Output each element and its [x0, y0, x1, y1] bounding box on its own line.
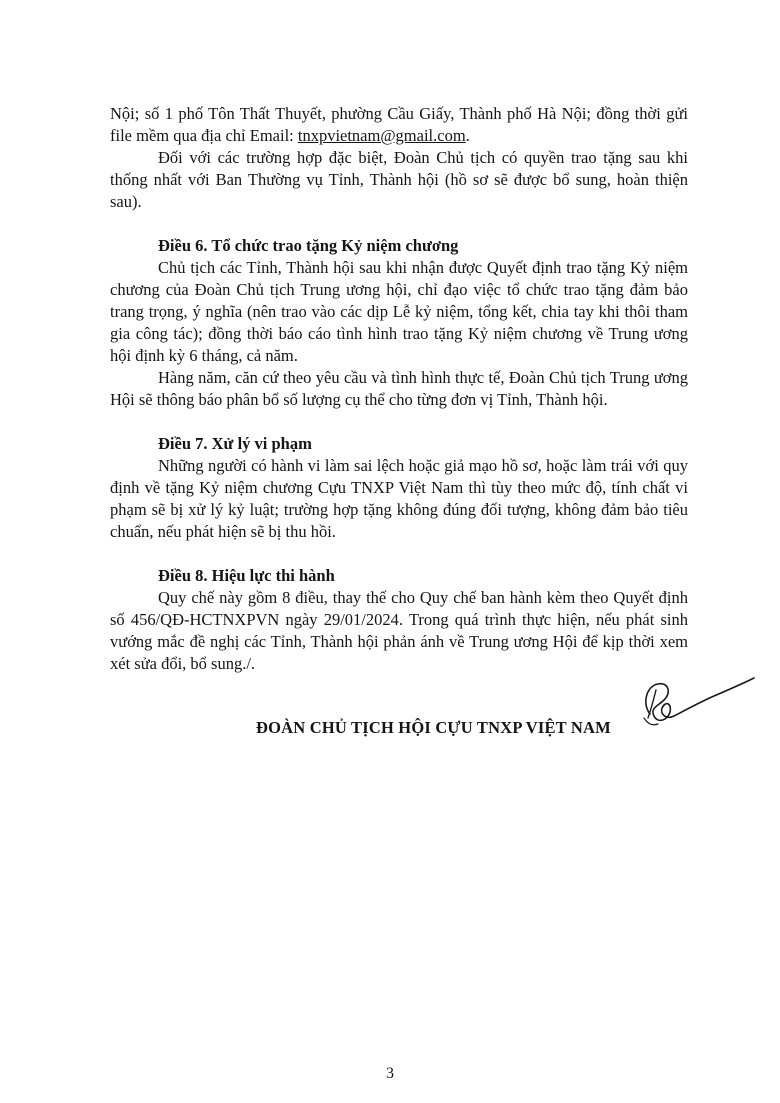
handwritten-signature — [636, 674, 760, 738]
article-7 — [110, 433, 688, 543]
article-6-paragraph-2: Hàng năm, căn cứ theo yêu cầu và tình hình thực tế, Đoàn Chủ tịch Trung ương Hội sẽ thông báo phân bổ số lượng cụ thể cho từng đơn vị Tỉnh, Thành hội. — [110, 368, 688, 409]
article-8 — [110, 565, 688, 675]
email-address: tnxpvietnam@gmail.com — [297, 126, 466, 145]
article-8-heading: Điều 8. Hiệu lực thi hành — [158, 566, 335, 585]
article-6 — [110, 235, 688, 411]
address-text-end: . — [465, 126, 470, 145]
article-7-paragraph-1: Những người có hành vi làm sai lệch hoặc giả mạo hồ sơ, hoặc làm trái với quy định về tặng Kỷ niệm chương Cựu TNXP Việt Nam thì tùy theo mức độ, tính chất vi phạm sẽ bị xử lý kỷ luật; trường hợp tặng không đúng đối tượng, không đảm bảo tiêu chuẩn, nếu phát hiện sẽ bị thu hồi. — [110, 456, 688, 541]
document-body — [110, 103, 688, 675]
address-text: Nội; số 1 phố Tôn Thất Thuyết, phường Cầu Giấy, Thành phố Hà Nội; đồng thời gửi file mềm qua địa chỉ Email: — [110, 104, 688, 145]
page-number: 3 — [386, 1065, 394, 1082]
article-6-paragraph-1: Chủ tịch các Tỉnh, Thành hội sau khi nhận được Quyết định trao tặng Kỷ niệm chương của Đoàn Chủ tịch Trung ương hội, chỉ đạo việc tổ chức trao tặng đảm bảo trang trọng, ý nghĩa (nên trao vào các dịp Lễ kỷ niệm, tổng kết, chia tay khi thôi tham gia công tác); đồng thời báo cáo tình hình trao tặng Kỷ niệm chương về Trung ương hội định kỳ 6 tháng, cả năm. — [110, 258, 688, 365]
special-cases-paragraph: Đối với các trường hợp đặc biệt, Đoàn Chủ tịch có quyền trao tặng sau khi thống nhất với Ban Thường vụ Tỉnh, Thành hội (hồ sơ sẽ được bổ sung, hoàn thiện sau). — [110, 148, 688, 211]
signer-title: ĐOÀN CHỦ TỊCH HỘI CỰU TNXP VIỆT NAM — [256, 718, 611, 737]
article-7-heading: Điều 7. Xử lý vi phạm — [158, 434, 312, 453]
opening-address-paragraph — [110, 103, 688, 147]
article-8-paragraph-1: Quy chế này gồm 8 điều, thay thế cho Quy chế ban hành kèm theo Quyết định số 456/QĐ-HCTNXPVN ngày 29/01/2024. Trong quá trình thực hiện, nếu phát sinh vướng mắc đề nghị các Tỉnh, Thành hội phản ánh về Trung ương Hội để kịp thời xem xét sửa đổi, bổ sung./. — [110, 588, 688, 673]
article-6-heading: Điều 6. Tổ chức trao tặng Kỷ niệm chương — [158, 236, 459, 255]
